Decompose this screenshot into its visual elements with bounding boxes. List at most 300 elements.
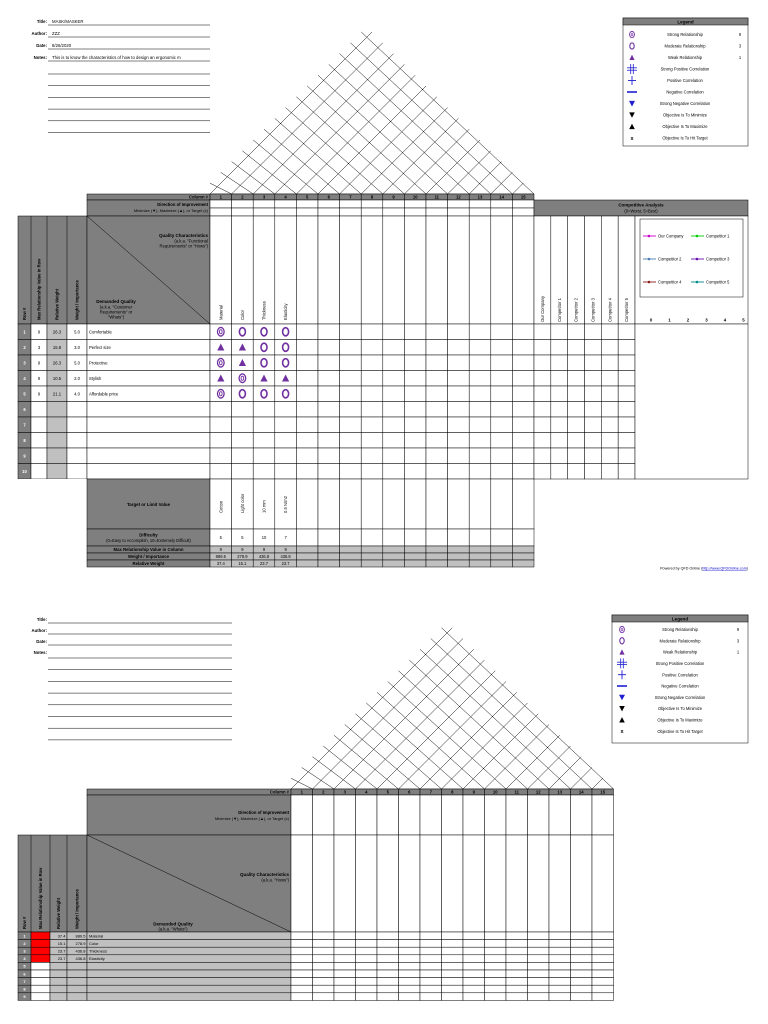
- direction-cell: [377, 795, 399, 835]
- relationship-cell: [275, 386, 297, 402]
- legend-label: Strong Relationship: [667, 32, 703, 38]
- relationship-cell: [253, 402, 275, 418]
- column-number: 14: [578, 789, 584, 795]
- max-rel-cell: [31, 947, 50, 955]
- target-cell: [426, 479, 448, 529]
- relative-weight-value: 26.3: [52, 329, 62, 335]
- side-header: Max Relationship Value in Row: [36, 258, 42, 320]
- relationship-cell: [463, 962, 485, 970]
- relationship-cell: [313, 985, 335, 993]
- direction-label: Direction of Improvement: [157, 202, 208, 208]
- row-number: 7: [23, 978, 26, 984]
- max-rel-cell: [31, 932, 50, 940]
- demanded-quality-value: Affordable price: [89, 391, 119, 397]
- competitor-cell: [534, 386, 551, 402]
- info-label: Title:: [36, 617, 47, 622]
- relationship-cell: [232, 324, 254, 340]
- relationship-cell: [426, 340, 448, 356]
- target-value: 0.5 N/m2: [283, 496, 289, 513]
- relationship-cell: [210, 464, 232, 480]
- relationship-cell: [399, 932, 421, 940]
- relationship-cell: [210, 324, 232, 340]
- characteristic-header-cell: [383, 216, 405, 324]
- competitor-cell: [618, 402, 635, 418]
- summary-cell: [404, 546, 426, 553]
- legend-label: Objective Is To Hit Target: [657, 728, 703, 734]
- relationship-cell: [463, 955, 485, 963]
- relationship-cell: [291, 985, 313, 993]
- relationship-cell: [420, 947, 442, 955]
- demanded-quality-sub: (a.k.a. "Customer: [99, 304, 133, 310]
- roof-line: [345, 725, 420, 790]
- roof-line: [210, 32, 372, 194]
- relationship-cell: [291, 955, 313, 963]
- relationship-cell: [549, 993, 571, 1001]
- relationship-cell: [491, 448, 513, 464]
- relationship-cell: [549, 940, 571, 948]
- characteristic-header-cell: [232, 216, 254, 324]
- summary-cell: [361, 560, 383, 567]
- relationship-cell: [549, 955, 571, 963]
- relationship-cell: [340, 448, 362, 464]
- demanded-quality-cell: [87, 962, 291, 970]
- summary-cell: [340, 529, 362, 546]
- column-number-label-cell: [87, 789, 291, 795]
- relationship-cell: [506, 955, 528, 963]
- summary-cell: [469, 560, 491, 567]
- relationship-cell: [448, 340, 470, 356]
- competitive-scale-tick: 1: [668, 317, 671, 323]
- competitor-legend-label: Competitor 3: [706, 256, 730, 262]
- relationship-cell: [334, 962, 356, 970]
- relative-weight-value: 37.4: [57, 933, 66, 939]
- info-value: This is to know the characteristics of how to design an ergonomic m: [52, 55, 181, 60]
- footer-link[interactable]: http://www.QFDOnline.com: [702, 566, 747, 571]
- relationship-cell: [426, 464, 448, 480]
- relationship-cell: [512, 340, 534, 356]
- target-cell: [469, 479, 491, 529]
- row-number: 9: [23, 453, 26, 459]
- competitor-cell: [534, 340, 551, 356]
- row-number: 2: [23, 940, 26, 946]
- relationship-cell: [275, 402, 297, 418]
- legend-label: Objective Is To Maximize: [657, 717, 703, 723]
- roof-line: [463, 714, 538, 789]
- demanded-quality-cell: [87, 464, 210, 480]
- max-rel-value: 9: [37, 329, 41, 335]
- legend-label: Negative Correlation: [661, 683, 699, 689]
- side-header: Relative Weight: [54, 288, 60, 320]
- roof-line: [409, 660, 549, 789]
- characteristic-label: Thickness: [261, 301, 267, 320]
- column-number: 7: [429, 789, 432, 795]
- column-number: 13: [477, 194, 483, 200]
- competitor-cell: [618, 340, 635, 356]
- roof-line: [313, 639, 464, 790]
- roof-line: [296, 75, 415, 194]
- relationship-cell: [592, 978, 614, 986]
- table-row: [18, 324, 534, 340]
- side-header: Row #: [22, 307, 28, 320]
- relationship-cell: [296, 464, 318, 480]
- relationship-cell: [571, 947, 593, 955]
- relationship-cell: [313, 978, 335, 986]
- relationship-cell: [549, 970, 571, 978]
- direction-cell: [469, 200, 491, 208]
- relative-weight-cell: [47, 464, 67, 480]
- direction-cell: [528, 795, 550, 835]
- relationship-cell: [528, 955, 550, 963]
- relationship-cell: [253, 386, 275, 402]
- demanded-quality-cell: [87, 955, 291, 963]
- max-rel-cell: [31, 433, 47, 449]
- summary-value: 5: [219, 535, 222, 541]
- relationship-cell: [506, 978, 528, 986]
- characteristic-header-cell: [442, 835, 464, 932]
- footer-text: Powered by QFD Online (: [660, 566, 703, 571]
- roof-line: [318, 75, 448, 194]
- column-number: 15: [520, 194, 526, 200]
- roof-line: [210, 183, 232, 194]
- relationship-cell: [506, 970, 528, 978]
- competitive-scale-tick: 5: [742, 317, 745, 323]
- competitor-legend-marker: [696, 235, 699, 238]
- relationship-cell: [442, 955, 464, 963]
- characteristic-header-cell: [313, 835, 335, 932]
- relationship-cell: [361, 433, 383, 449]
- relationship-cell: [361, 386, 383, 402]
- max-rel-value: 9: [37, 375, 41, 381]
- relationship-cell: [340, 417, 362, 433]
- roof-line: [366, 703, 463, 789]
- relationship-cell: [291, 993, 313, 1001]
- summary-cell: [318, 560, 340, 567]
- relative-weight-cell: [47, 417, 67, 433]
- characteristic-header-cell: [448, 216, 470, 324]
- competitor-cell: [534, 324, 551, 340]
- summary-cell: [383, 560, 405, 567]
- max-rel-cell: [31, 940, 50, 948]
- weight-value: 278.9: [75, 940, 86, 946]
- legend-label: Positive Correlation: [667, 78, 703, 84]
- table-row: [18, 340, 534, 356]
- direction-label-cell: [87, 795, 291, 835]
- relationship-cell: [491, 433, 513, 449]
- characteristic-header-cell: [377, 835, 399, 932]
- roof-line: [377, 671, 495, 789]
- characteristic-header-cell: [361, 216, 383, 324]
- roof-line: [356, 714, 442, 789]
- legend-label: Strong Positive Correlation: [655, 661, 705, 666]
- legend-label: Objective Is To Minimize: [662, 112, 708, 118]
- demanded-quality-value: Material: [89, 933, 104, 939]
- relative-weight-cell: [50, 970, 67, 978]
- summary-value: 278.9: [237, 554, 248, 560]
- summary-cell: [469, 546, 491, 553]
- demanded-quality-cell: [87, 970, 291, 978]
- competitor-label: Our Company: [539, 295, 545, 322]
- summary-value: 436.8: [280, 554, 291, 560]
- relationship-cell: [448, 448, 470, 464]
- relationship-cell: [491, 417, 513, 433]
- summary-cell: [512, 546, 534, 553]
- relationship-cell: [334, 985, 356, 993]
- legend-value: 3: [736, 638, 740, 644]
- direction-cell: [469, 208, 491, 216]
- direction-cell: [275, 208, 297, 216]
- column-number-label: Column #: [269, 789, 289, 795]
- relationship-cell: [356, 940, 378, 948]
- roof-line: [291, 778, 313, 789]
- relationship-cell: [318, 324, 340, 340]
- roof-line: [340, 54, 491, 194]
- relationship-cell: [506, 962, 528, 970]
- relationship-cell: [399, 955, 421, 963]
- relationship-cell: [469, 464, 491, 480]
- legend-label: Objective Is To Maximize: [662, 124, 708, 130]
- relationship-cell: [210, 417, 232, 433]
- direction-cell: [275, 200, 297, 208]
- relationship-cell: [296, 324, 318, 340]
- relationship-cell: [232, 464, 254, 480]
- table-row: [18, 386, 534, 402]
- relationship-cell: [426, 324, 448, 340]
- summary-label: Difficulty: [139, 532, 158, 538]
- table-row: [18, 970, 614, 978]
- direction-cell: [491, 200, 513, 208]
- relationship-cell: [340, 386, 362, 402]
- target-cell: [491, 479, 513, 529]
- weight-value: 4.0: [74, 391, 80, 397]
- column-number: 6: [327, 194, 330, 200]
- competitor-cell: [618, 324, 635, 340]
- relationship-cell: [506, 947, 528, 955]
- direction-cell: [420, 795, 442, 835]
- info-label: Date:: [36, 639, 47, 644]
- relationship-cell: [571, 970, 593, 978]
- competitor-cell: [534, 417, 551, 433]
- competitor-cell: [585, 464, 602, 480]
- competitor-cell: [601, 464, 618, 480]
- relationship-cell: [592, 955, 614, 963]
- relationship-cell: [506, 932, 528, 940]
- relative-weight-value: 10.5: [52, 375, 62, 381]
- competitor-label: Competitor 3: [590, 298, 596, 322]
- relative-weight-cell: [50, 985, 67, 993]
- competitor-cell: [534, 464, 551, 480]
- demanded-quality-value: Perfect size: [89, 344, 111, 350]
- roof-line: [512, 183, 523, 194]
- relationship-cell: [485, 985, 507, 993]
- side-header: Weight / Importance: [74, 280, 80, 320]
- demanded-quality-title: Demanded Quality: [96, 299, 136, 304]
- competitor-cell: [601, 355, 618, 371]
- table-row: [18, 355, 534, 371]
- competitor-cell: [551, 386, 568, 402]
- relationship-cell: [485, 962, 507, 970]
- competitor-legend-marker: [696, 281, 699, 284]
- competitor-cell: [551, 340, 568, 356]
- direction-cell: [404, 200, 426, 208]
- summary-cell: [296, 553, 318, 560]
- competitor-label: Competitor 2: [573, 298, 579, 322]
- relationship-cell: [512, 448, 534, 464]
- competitor-cell: [568, 417, 585, 433]
- competitor-legend-label: Competitor 5: [706, 279, 730, 285]
- column-number: 3: [343, 789, 346, 795]
- relationship-cell: [377, 993, 399, 1001]
- relationship-cell: [318, 448, 340, 464]
- target-cell: [340, 479, 362, 529]
- info-label: Date:: [36, 43, 47, 48]
- relationship-cell: [296, 433, 318, 449]
- relationship-cell: [512, 433, 534, 449]
- relationship-cell: [463, 970, 485, 978]
- info-value: ZZZ: [52, 31, 60, 36]
- column-number: 2: [241, 194, 244, 200]
- info-label: Author:: [31, 628, 47, 633]
- relationship-cell: [442, 947, 464, 955]
- direction-cell: [296, 200, 318, 208]
- legend-value: 3: [738, 43, 742, 49]
- column-number: 5: [306, 194, 309, 200]
- relationship-cell: [463, 932, 485, 940]
- relationship-cell: [291, 970, 313, 978]
- competitive-sub: (0=Worst, 5=Best): [624, 208, 658, 214]
- weight-cell: [67, 985, 87, 993]
- relationship-cell: [442, 940, 464, 948]
- direction-cell: [485, 795, 507, 835]
- competitor-cell: [551, 464, 568, 480]
- table-row: [18, 962, 614, 970]
- relationship-cell: [426, 355, 448, 371]
- roof-line: [399, 671, 528, 789]
- row-number: 1: [23, 933, 26, 939]
- target-spacer: [18, 479, 87, 529]
- relationship-cell: [491, 324, 513, 340]
- characteristic-label: Elasticity: [283, 303, 289, 320]
- competitor-cell: [551, 417, 568, 433]
- characteristic-header-cell: [318, 216, 340, 324]
- demanded-quality-cell: [87, 433, 210, 449]
- column-number-label: Column #: [188, 194, 208, 200]
- relationship-cell: [442, 962, 464, 970]
- summary-label: Relative Weight: [132, 561, 165, 567]
- competitor-cell: [568, 371, 585, 387]
- relationship-cell: [426, 448, 448, 464]
- competitor-cell: [534, 402, 551, 418]
- direction-cell: [448, 208, 470, 216]
- weight-value: 889.5: [75, 933, 86, 939]
- relationship-cell: [506, 985, 528, 993]
- summary-cell: [448, 546, 470, 553]
- roof-line: [528, 746, 571, 789]
- competitor-cell: [601, 417, 618, 433]
- relationship-cell: [399, 978, 421, 986]
- column-number: 3: [262, 194, 266, 200]
- summary-value: 37.4: [216, 561, 225, 567]
- row-number: 3: [23, 948, 26, 954]
- relationship-cell: [356, 947, 378, 955]
- relationship-cell: [275, 340, 297, 356]
- column-number: 6: [408, 789, 411, 795]
- relationship-cell: [592, 940, 614, 948]
- direction-cell: [512, 200, 534, 208]
- summary-cell: [512, 553, 534, 560]
- relationship-cell: [592, 962, 614, 970]
- relationship-cell: [448, 324, 470, 340]
- relationship-cell: [426, 386, 448, 402]
- relationship-cell: [485, 947, 507, 955]
- roof-line: [361, 108, 447, 194]
- relationship-cell: [340, 433, 362, 449]
- column-number: 1: [219, 194, 222, 200]
- relationship-cell: [571, 940, 593, 948]
- summary-cell: [340, 546, 362, 553]
- relationship-cell: [549, 978, 571, 986]
- column-number: 8: [370, 194, 374, 200]
- target-cell: [361, 479, 383, 529]
- relationship-cell: [383, 464, 405, 480]
- competitive-title: Competitive Analysis: [618, 202, 664, 208]
- direction-cell: [334, 795, 356, 835]
- relative-weight-cell: [47, 448, 67, 464]
- direction-cell: [571, 795, 593, 835]
- legend-label: Strong Relationship: [662, 627, 698, 633]
- relationship-cell: [491, 402, 513, 418]
- summary-cell: [491, 560, 513, 567]
- relationship-cell: [340, 355, 362, 371]
- competitor-cell: [568, 433, 585, 449]
- relationship-cell: [448, 355, 470, 371]
- relationship-cell: [232, 402, 254, 418]
- relationship-cell: [448, 417, 470, 433]
- quality-characteristics-sub: (a.k.a. "Functional: [174, 238, 208, 244]
- summary-cell: [404, 560, 426, 567]
- roof-line: [399, 682, 507, 790]
- relationship-cell: [296, 340, 318, 356]
- competitor-cell: [618, 448, 635, 464]
- roof-line: [286, 108, 383, 194]
- direction-cell: [232, 200, 254, 208]
- legend-label: Objective Is To Hit Target: [662, 135, 708, 141]
- relationship-cell: [592, 932, 614, 940]
- row-number: 6: [23, 971, 26, 977]
- roof-line: [242, 151, 296, 194]
- relationship-cell: [528, 947, 550, 955]
- relationship-cell: [210, 386, 232, 402]
- summary-cell: [296, 546, 318, 553]
- info-value: MASK/MASKER: [52, 19, 84, 24]
- legend-value: 1: [736, 649, 740, 655]
- info-label: Notes:: [33, 650, 47, 655]
- info-label: Author:: [31, 31, 47, 36]
- weight-value: 436.8: [75, 948, 86, 954]
- competitor-cell: [568, 340, 585, 356]
- relationship-cell: [404, 355, 426, 371]
- relationship-cell: [469, 355, 491, 371]
- relationship-cell: [549, 985, 571, 993]
- summary-value: 9: [262, 547, 266, 553]
- roof-line: [448, 151, 491, 194]
- legend-label: Objective Is To Minimize: [657, 706, 703, 712]
- relationship-cell: [469, 340, 491, 356]
- legend-title: Legend: [677, 19, 694, 25]
- relationship-cell: [448, 464, 470, 480]
- relationship-cell: [361, 340, 383, 356]
- relationship-cell: [442, 932, 464, 940]
- relationship-cell: [404, 371, 426, 387]
